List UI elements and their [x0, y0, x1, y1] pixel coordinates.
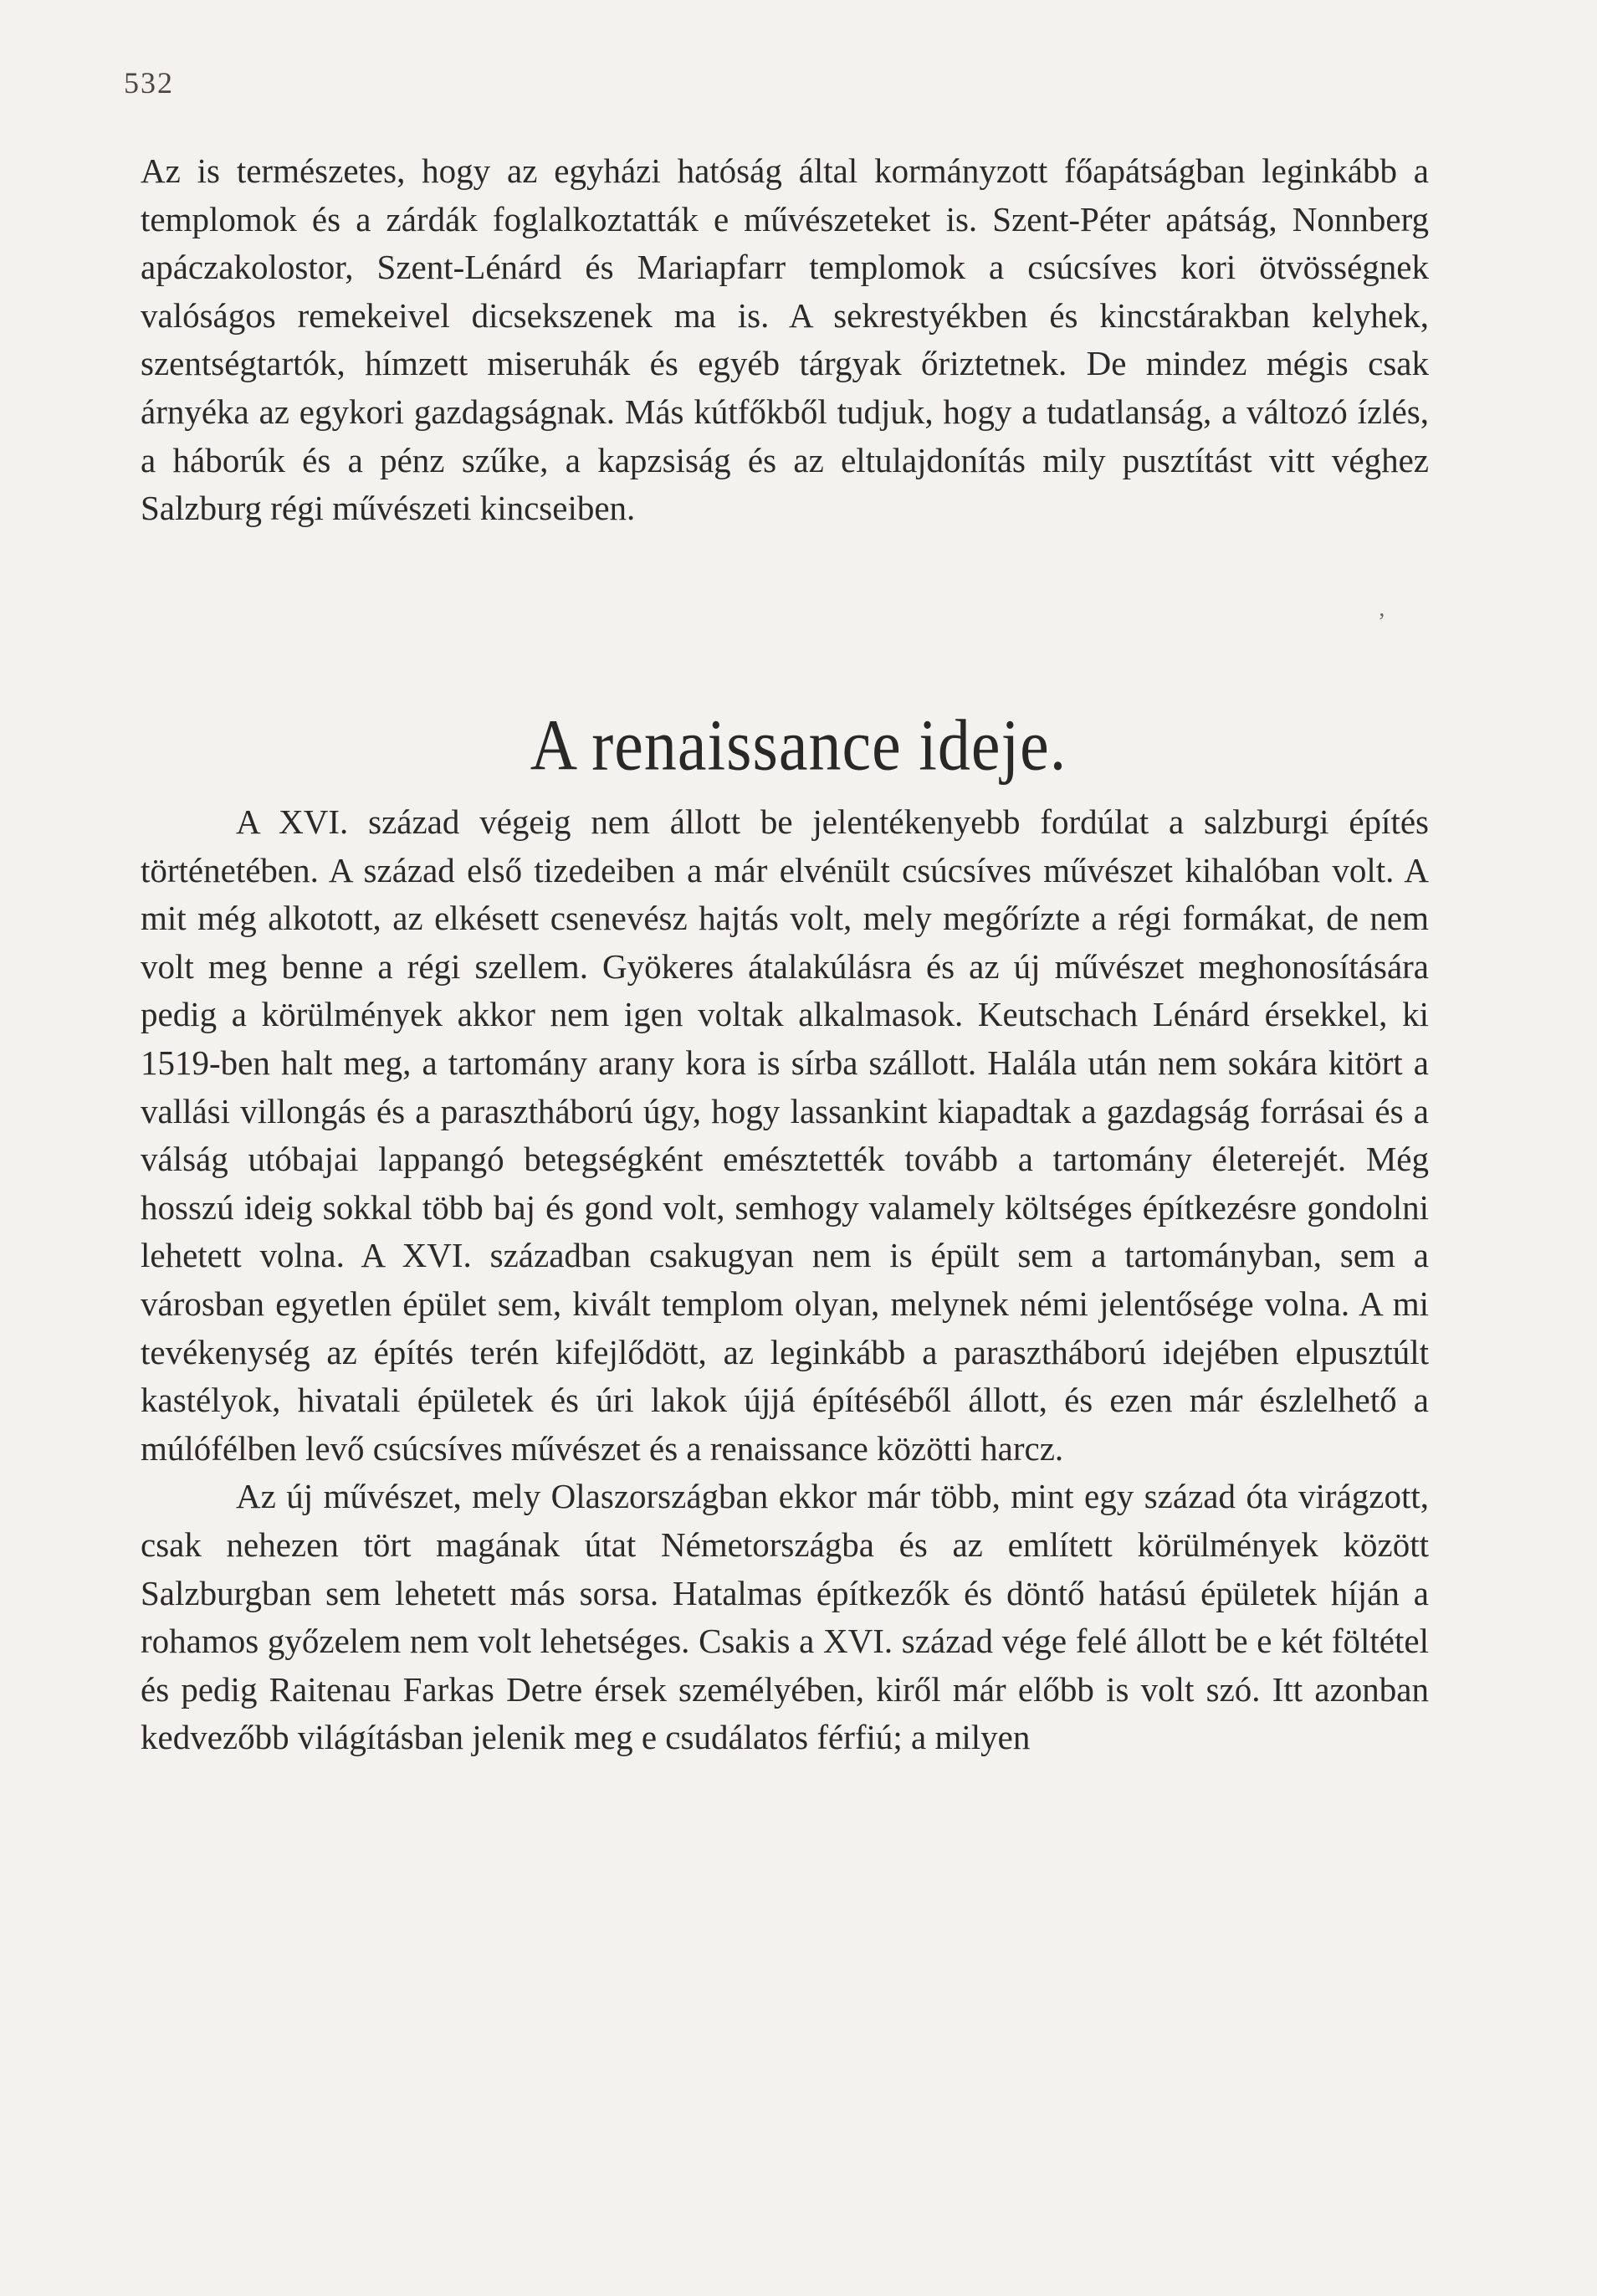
page-number: 532: [124, 66, 174, 100]
stray-print-mark: ‚: [1378, 596, 1386, 622]
section-text-block: [141, 798, 1429, 1762]
intro-text-block: [141, 147, 1429, 533]
section-heading: A renaissance ideje.: [530, 704, 1067, 786]
intro-paragraph: Az is természetes, hogy az egyházi hatóság által kormányzott főapátságban leginkább a templomok és a zárdák foglalkoztatták e művészeteket is. Szent-Péter apátság, Nonnberg apáczakolostor, Szent-Lénárd és Mariapfarr templomok a csúcsíves kori ötvösségnek valóságos remekeivel dicsekszenek ma is. A sekrestyékben és kincstárakban kelyhek, szentségtartók, hímzett miseruhák és egyéb tárgyak őriztetnek. De mindez mégis csak árnyéka az egykori gazdagságnak. Más kútfőkből tudjuk, hogy a tudatlanság, a változó ízlés, a háborúk és a pénz szűke, a kapzsiság és az eltulajdonítás mily pusztítást vitt véghez Salzburg régi művészeti kincseiben.: [141, 151, 1429, 528]
section-paragraph-1: A XVI. század végeig nem állott be jelentékenyebb fordúlat a salzburgi építés történetében. A század első tizedeiben a már elvénült csúcsíves művészet kihalóban volt. A mit még alkotott, az elkésett csenevész hajtás volt, mely megőrízte a régi formákat, de nem volt meg benne a régi szellem. Gyökeres átalakúlásra és az új művészet meghonosítására pedig a körülmények akkor nem igen voltak alkalmasok. Keutschach Lénárd érsekkel, ki 1519-ben halt meg, a tartomány arany kora is sírba szállott. Halála után nem sokára kitört a vallási villongás és a parasztháború úgy, hogy lassankint kiapadtak a gazdagság forrásai és a válság utóbajai lappangó betegségként emésztették tovább a tartomány életerejét. Még hosszú ideig sokkal több baj és gond volt, semhogy valamely költséges építkezésre gondolni lehetett volna. A XVI. században csakugyan nem is épült sem a tartományban, sem a városban egyetlen épület sem, kivált templom olyan, melynek némi jelentősége volna. A mi tevékenység az építés terén kifejlődött, az leginkább a parasztháború idejében elpusztúlt kastélyok, hivatali épületek és úri lakok újjá építéséből állott, és ezen már észlelhető a múlófélben levő csúcsíves művészet és a renaissance közötti harcz.: [141, 802, 1429, 1468]
section-paragraph-2: Az új művészet, mely Olaszországban ekkor már több, mint egy század óta virágzott, csak nehezen tört magának útat Németországba és az említett körülmények között Salzburgban sem lehetett más sorsa. Hatalmas építkezők és döntő hatású épületek híján a rohamos győzelem nem volt lehetséges. Csakis a XVI. század vége felé állott be e két föltétel és pedig Raitenau Farkas Detre érsek személyében, kiről már előbb is volt szó. Itt azonban kedvezőbb világításban jelenik meg e csudálatos férfiú; a milyen: [141, 1477, 1429, 1757]
